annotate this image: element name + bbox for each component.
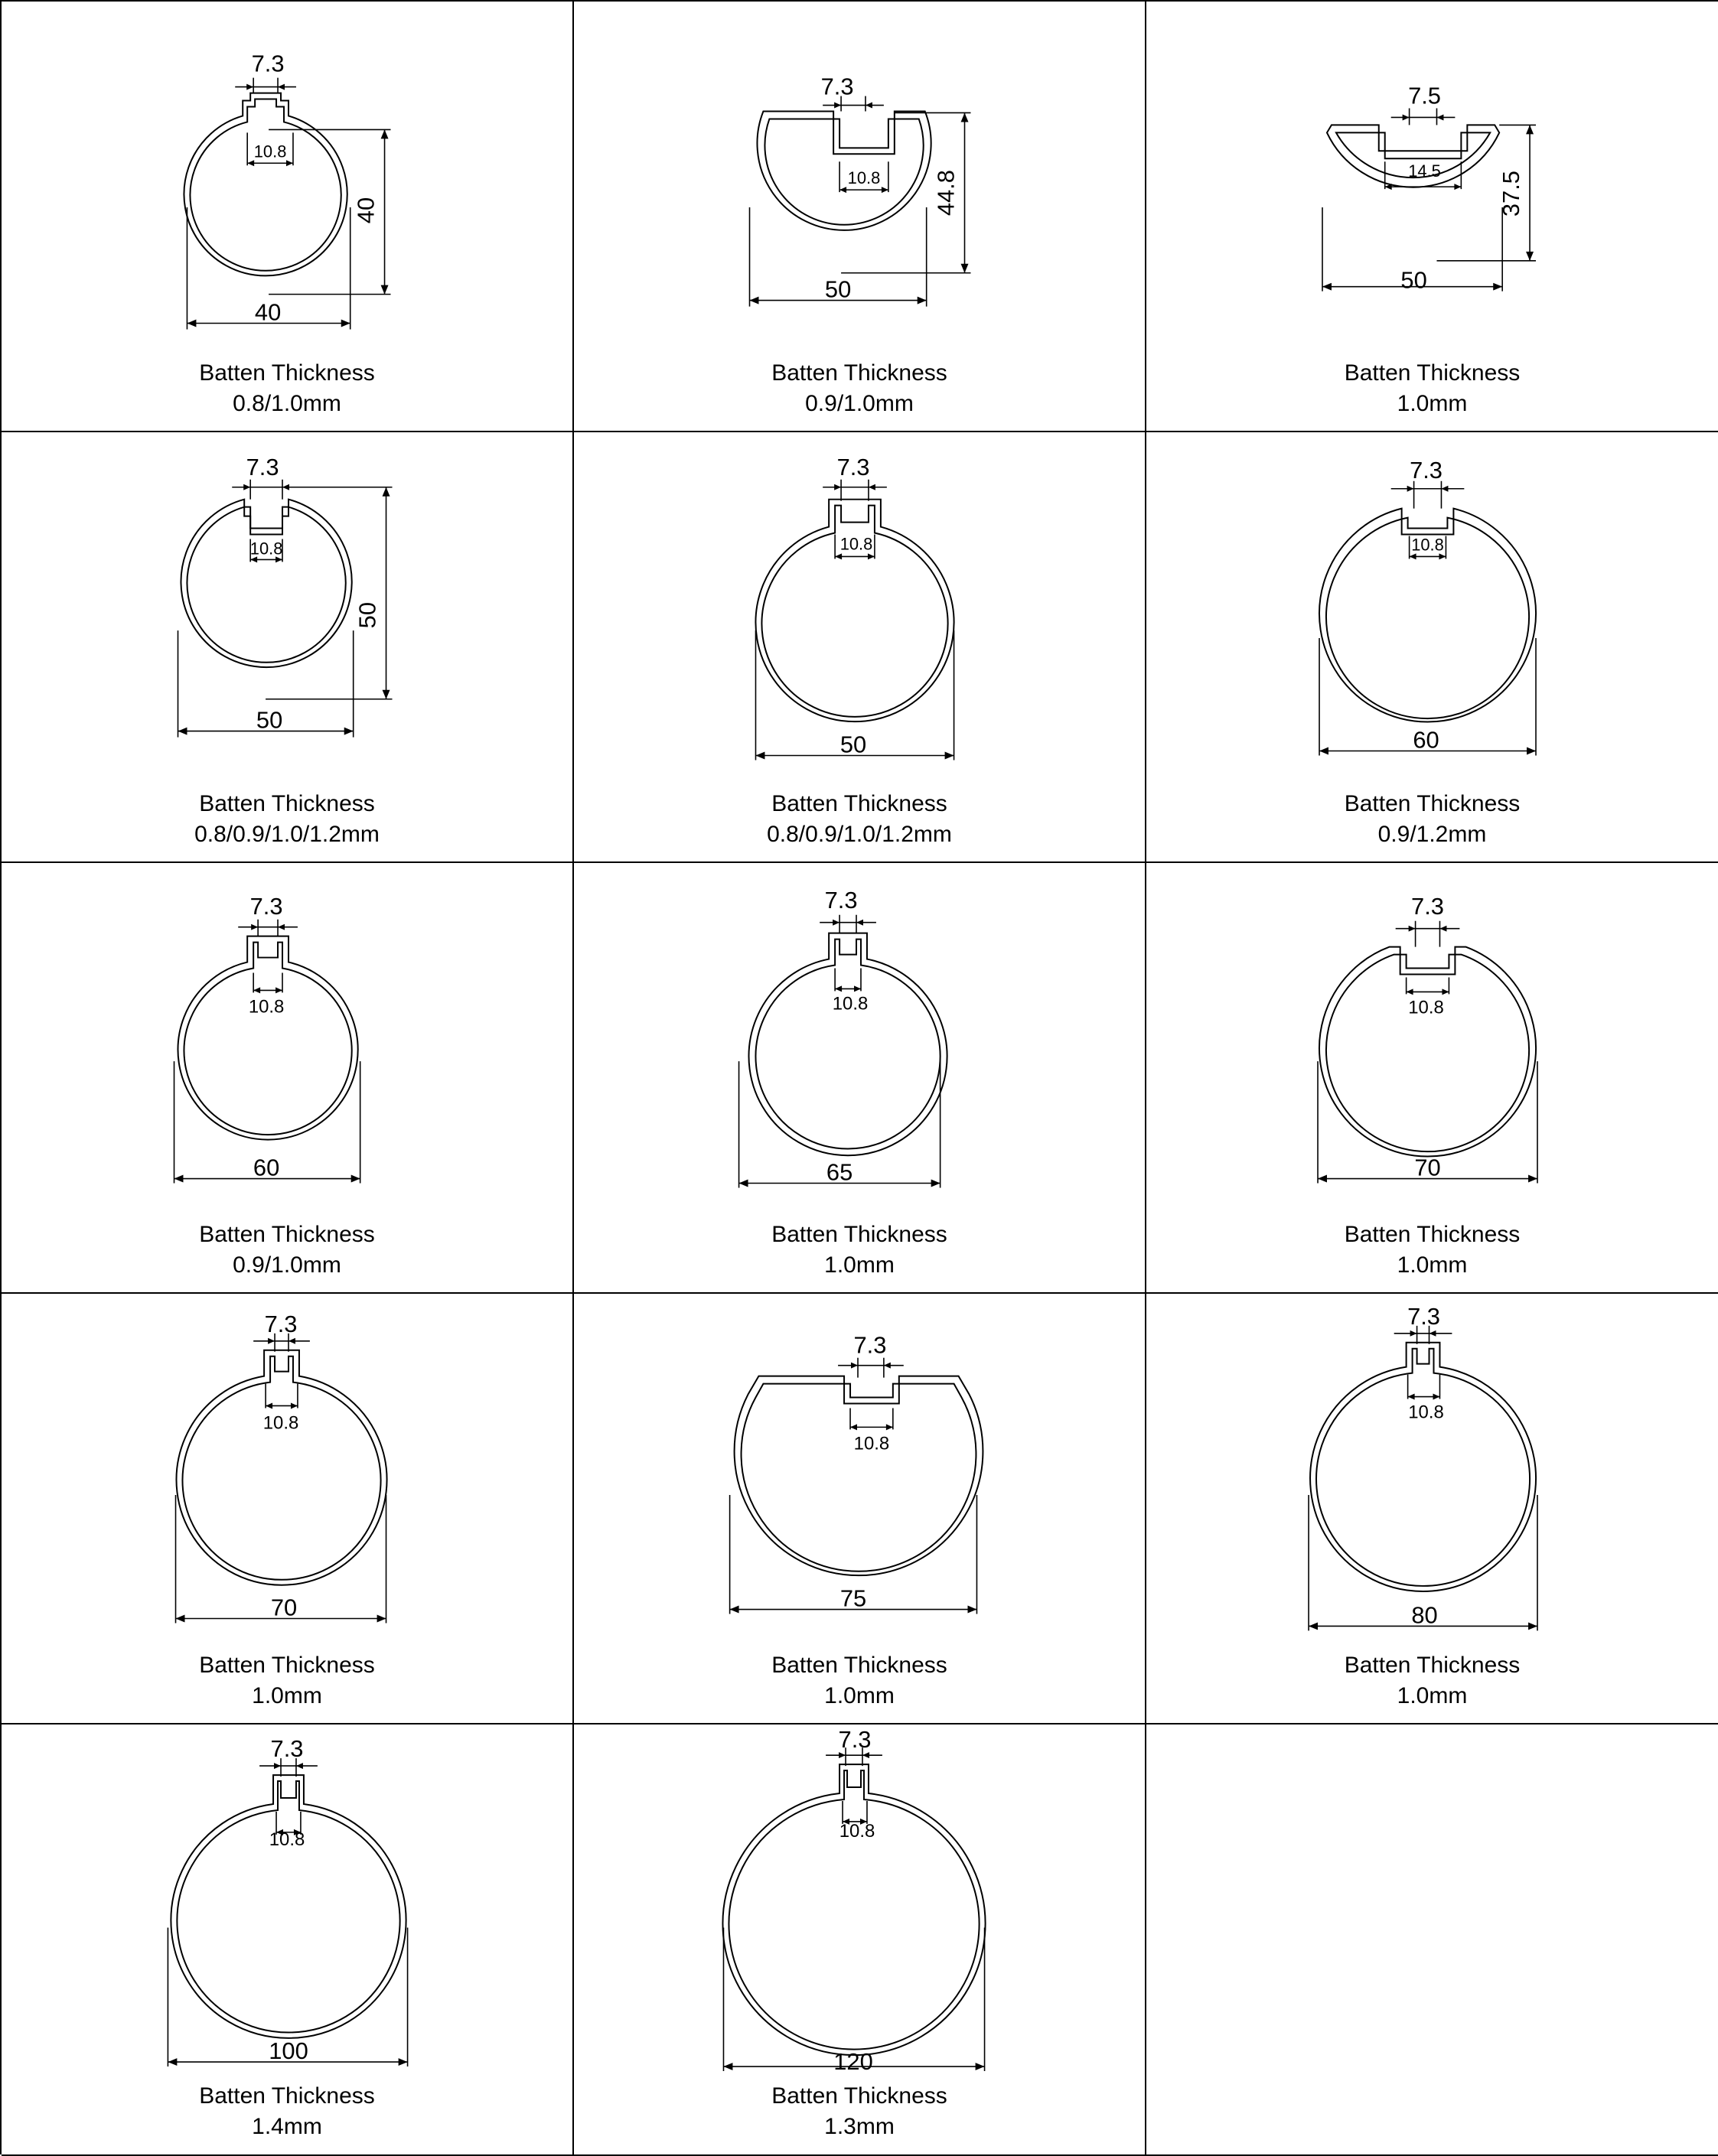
thickness-caption [574,358,1145,419]
slot-inner-label: 10.8 [832,993,869,1014]
height-label: 37.5 [1498,171,1525,217]
thickness-value: 1.0mm [1397,391,1468,416]
diameter-label: 80 [1411,1601,1438,1629]
slot-inner-label: 10.8 [262,1412,299,1434]
profile-cell-3 [1146,2,1718,432]
slot-inner-label: 14.5 [1408,161,1441,181]
diameter-label: 50 [824,275,852,303]
profile-cell-7 [2,863,574,1294]
thickness-value: 1.0mm [1397,1252,1468,1278]
profile-cell-4 [2,432,574,863]
thickness-value: 1.0mm [824,1252,895,1278]
thickness-value: 0.8/0.9/1.0/1.2mm [194,822,380,847]
slot-width-label: 7.3 [820,73,854,100]
diameter-label: 60 [1413,726,1439,754]
thickness-caption [574,1650,1145,1711]
profile-cell-5 [574,432,1146,863]
diameter-label: 100 [269,2037,308,2065]
thickness-value: 1.0mm [252,1683,322,1708]
slot-width-label: 7.3 [1410,456,1443,484]
thickness-value: 0.9/1.2mm [1377,822,1487,847]
slot-width-label: 7.3 [1411,892,1444,920]
profile-cell-1 [2,2,574,432]
caption-title: Batten Thickness [1344,1653,1521,1678]
slot-inner-label: 10.8 [839,1820,875,1842]
caption-title: Batten Thickness [771,791,947,816]
thickness-caption [2,2081,572,2142]
slot-inner-label: 10.8 [839,534,873,554]
diameter-label: 50 [1400,266,1427,294]
profile-cell-10 [2,1294,574,1724]
profile-cell-12 [1146,1294,1718,1724]
profile-cell-14 [574,1724,1146,2156]
height-label: 44.8 [932,170,960,217]
thickness-caption [2,789,572,850]
caption-title: Batten Thickness [771,1222,947,1247]
caption-title: Batten Thickness [771,1653,947,1678]
slot-inner-label: 10.8 [1408,1402,1444,1423]
thickness-caption [1146,1650,1718,1711]
caption-title: Batten Thickness [199,360,375,386]
caption-title: Batten Thickness [771,2083,947,2109]
slot-inner-label: 10.8 [847,168,881,188]
slot-width-label: 7.3 [246,453,279,480]
profile-cell-13 [2,1724,574,2156]
height-label: 40 [352,197,380,224]
caption-title: Batten Thickness [199,1222,375,1247]
slot-width-label: 7.5 [1408,82,1441,109]
slot-width-label: 7.3 [836,453,870,480]
thickness-value: 1.4mm [252,2114,322,2139]
slot-width-label: 7.3 [249,892,283,920]
diameter-label: 50 [256,706,283,734]
slot-inner-label: 10.8 [248,996,285,1018]
slot-width-label: 7.3 [251,50,285,77]
slot-width-label: 7.3 [853,1331,887,1359]
caption-title: Batten Thickness [771,360,947,386]
profile-cell-empty [1146,1724,1718,2156]
diameter-label: 50 [839,731,867,758]
slot-width-label: 7.3 [264,1310,298,1337]
caption-title: Batten Thickness [199,1653,375,1678]
profile-cell-2 [574,2,1146,432]
thickness-caption [1146,789,1718,850]
caption-title: Batten Thickness [199,2083,375,2109]
thickness-value: 0.9/1.0mm [805,391,914,416]
thickness-value: 0.8/0.9/1.0/1.2mm [767,822,952,847]
thickness-value: 1.3mm [824,2114,895,2139]
diameter-label: 65 [826,1158,853,1186]
thickness-caption [574,789,1145,850]
diameter-label: 75 [839,1584,867,1612]
thickness-value: 0.9/1.0mm [233,1252,341,1278]
thickness-value: 1.0mm [824,1683,895,1708]
slot-width-label: 7.3 [1407,1302,1440,1330]
height-label: 50 [354,601,381,629]
diameter-label: 70 [270,1594,298,1621]
slot-inner-label: 10.8 [1411,535,1444,555]
caption-title: Batten Thickness [1344,791,1521,816]
profile-cell-9 [1146,863,1718,1294]
profile-cell-6 [1146,432,1718,863]
caption-title: Batten Thickness [1344,360,1521,386]
slot-width-label: 7.3 [270,1735,304,1763]
profile-cell-11 [574,1294,1146,1724]
thickness-caption [1146,1220,1718,1281]
thickness-caption [1146,358,1718,419]
slot-width-label: 7.3 [824,886,858,914]
slot-inner-label: 10.8 [1408,997,1444,1018]
diameter-label: 60 [253,1154,280,1181]
thickness-caption [574,2081,1145,2142]
thickness-caption [2,1650,572,1711]
slot-width-label: 7.3 [838,1726,872,1754]
thickness-caption [574,1220,1145,1281]
profile-cell-8 [574,863,1146,1294]
slot-inner-label: 10.8 [253,142,287,161]
thickness-value: 1.0mm [1397,1683,1468,1708]
diameter-label: 40 [254,298,282,326]
thickness-caption [2,1220,572,1281]
slot-inner-label: 10.8 [853,1433,890,1454]
thickness-caption [2,358,572,419]
thickness-value: 0.8/1.0mm [233,391,341,416]
slot-inner-label: 10.8 [249,539,283,559]
caption-title: Batten Thickness [1344,1222,1521,1247]
caption-title: Batten Thickness [199,791,375,816]
diameter-label: 120 [833,2048,873,2076]
slot-inner-label: 10.8 [269,1829,305,1850]
diameter-label: 70 [1414,1154,1441,1181]
